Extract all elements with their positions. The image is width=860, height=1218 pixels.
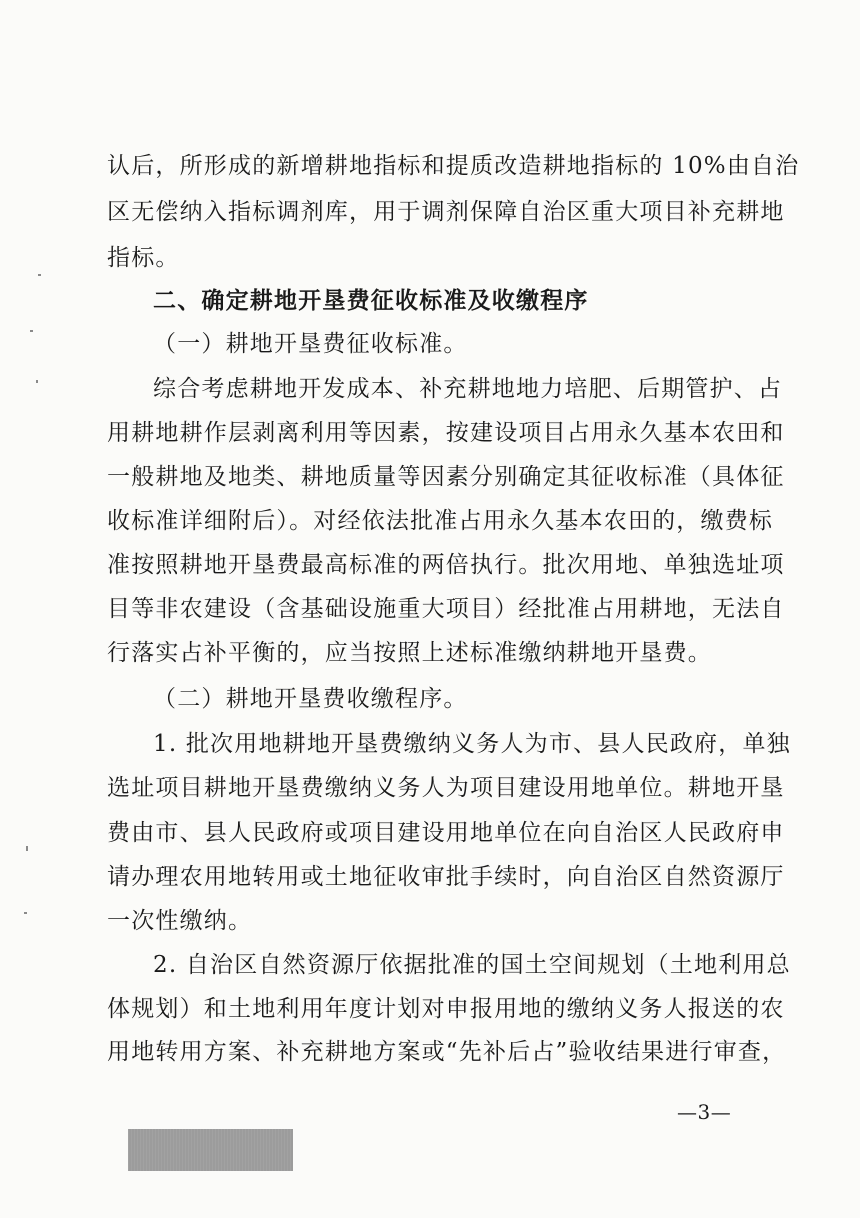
body-text-line: 费由市、县人民政府或项目建设用地单位在向自治区人民政府申: [107, 820, 785, 846]
scan-speck: [24, 912, 27, 914]
body-text-line: 用耕地耕作层剥离利用等因素，按建设项目占用永久基本农田和: [107, 420, 785, 446]
section-heading: 二、确定耕地开垦费征收标准及收缴程序: [153, 288, 589, 314]
page-number: —3—: [677, 1100, 732, 1124]
scan-speck: [26, 846, 28, 851]
redaction-block: [128, 1129, 293, 1171]
body-text-line: 准按照耕地开垦费最高标准的两倍执行。批次用地、单独选址项: [107, 552, 785, 578]
body-text-line: 区无偿纳入指标调剂库，用于调剂保障自治区重大项目补充耕地: [107, 199, 785, 225]
scan-speck: [30, 330, 33, 332]
subsection-heading: （一）耕地开垦费征收标准。: [153, 331, 468, 357]
body-text-line: 收标准详细附后）。对经依法批准占用永久基本农田的，缴费标: [107, 508, 774, 534]
body-text-line: 请办理农用地转用或土地征收审批手续时，向自治区自然资源厅: [107, 864, 785, 890]
body-text-line: 目等非农建设（含基础设施重大项目）经批准占用耕地，无法自: [107, 596, 785, 622]
body-text-line: 1. 批次用地耕地开垦费缴纳义务人为市、县人民政府，单独: [153, 731, 791, 757]
body-text-line: 选址项目耕地开垦费缴纳义务人为项目建设用地单位。耕地开垦: [107, 775, 785, 801]
body-text-line: 一般耕地及地类、耕地质量等因素分别确定其征收标准（具体征: [107, 464, 785, 490]
body-text-line: 认后，所形成的新增耕地指标和提质改造耕地指标的 10%由自治: [107, 153, 800, 179]
body-text-line: 用地转用方案、补充耕地方案或“先补后占”验收结果进行审查，: [107, 1039, 787, 1065]
body-text-line: 一次性缴纳。: [107, 908, 253, 934]
body-text-line: 体规划）和土地利用年度计划对申报用地的缴纳义务人报送的农: [107, 996, 785, 1022]
scan-speck: [38, 274, 41, 276]
scan-speck: [36, 380, 38, 383]
body-text-line: 指标。: [107, 245, 180, 271]
body-text-line: 2. 自治区自然资源厅依据批准的国土空间规划（土地利用总: [153, 952, 791, 978]
body-text-line: 综合考虑耕地开发成本、补充耕地地力培肥、后期管护、占: [153, 376, 783, 402]
body-text-line: 行落实占补平衡的，应当按照上述标准缴纳耕地开垦费。: [107, 640, 712, 666]
subsection-heading: （二）耕地开垦费收缴程序。: [153, 686, 468, 712]
